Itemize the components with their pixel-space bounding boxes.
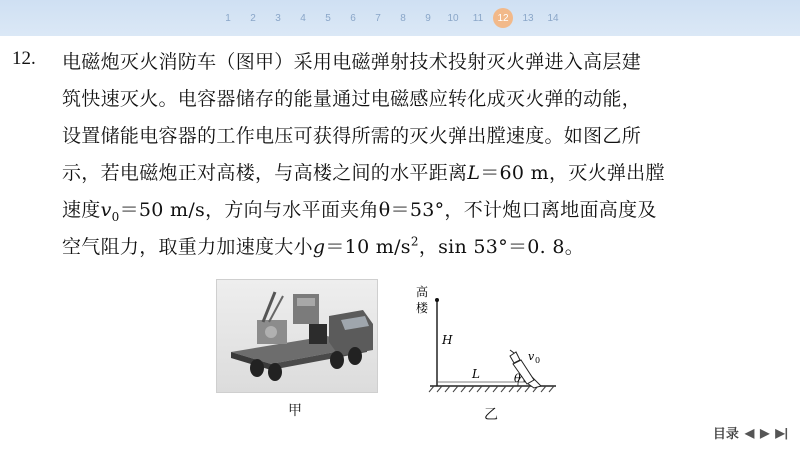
question-line: 设置储能电容器的工作电压可获得所需的灭火弹出膛速度。如图乙所	[62, 125, 642, 147]
superscript: 2	[410, 234, 419, 249]
text-segment: ，sin 53°＝0. 8。	[418, 236, 585, 258]
height-label: H	[442, 333, 453, 347]
velocity-label: v	[528, 350, 535, 363]
fire-truck-photo	[216, 279, 378, 393]
question-number: 12.	[12, 48, 36, 69]
angle-label: θ	[514, 372, 521, 385]
question-line	[62, 155, 784, 192]
page-7[interactable]: 7	[375, 12, 381, 24]
page-navigator	[218, 8, 563, 28]
page-13[interactable]: 13	[522, 12, 534, 24]
variable-v: v	[100, 199, 112, 221]
page-14[interactable]: 14	[547, 12, 559, 24]
top-bar	[0, 0, 800, 36]
text-segment: ＝60 m，灭火弹出膛	[480, 162, 665, 184]
page-12-current[interactable]: 12	[493, 8, 513, 28]
page-8[interactable]: 8	[400, 12, 406, 24]
last-arrow-icon[interactable]: ▶|	[775, 425, 788, 440]
page-11[interactable]: 11	[472, 12, 484, 24]
prev-arrow-icon[interactable]: ◀	[744, 425, 755, 440]
figure-a-caption: 甲	[288, 403, 302, 419]
page-1[interactable]: 1	[225, 12, 231, 24]
page-9[interactable]: 9	[425, 12, 431, 24]
building-label-1: 高	[416, 285, 429, 299]
question-text	[62, 44, 784, 266]
page-2[interactable]: 2	[250, 12, 256, 24]
toc-button[interactable]: 目录	[712, 426, 739, 441]
target-point	[435, 298, 439, 302]
text-segment: ＝50 m/s，方向与水平面夹角θ＝53°，不计炮口离地面高度及	[119, 199, 657, 221]
velocity-subscript: 0	[535, 356, 541, 365]
building-label-2: 楼	[416, 301, 429, 315]
text-segment: 示，若电磁炮正对高楼，与高楼之间的水平距离	[62, 162, 468, 184]
question-line	[62, 192, 784, 229]
slide-navigation	[713, 423, 788, 442]
question-line: 电磁炮灭火消防车（图甲）采用电磁弹射技术投射灭火弹进入高层建	[62, 51, 642, 73]
question-line	[62, 229, 784, 266]
text-segment: ＝10 m/s	[325, 236, 411, 258]
projectile-diagram	[410, 278, 560, 398]
page-4[interactable]: 4	[300, 12, 306, 24]
text-segment: 速度	[62, 199, 101, 221]
question-line: 筑快速灭火。电容器储存的能量通过电磁感应转化成灭火弹的动能，	[62, 88, 642, 110]
subscript: 0	[111, 209, 120, 224]
page-10[interactable]: 10	[447, 12, 459, 24]
next-arrow-icon[interactable]: ▶	[760, 425, 770, 440]
distance-label: L	[472, 367, 480, 381]
page-3[interactable]: 3	[275, 12, 281, 24]
page-5[interactable]: 5	[325, 12, 331, 24]
variable-L: L	[467, 162, 481, 184]
text-segment: 空气阻力，取重力加速度大小	[62, 236, 313, 258]
figure-b-caption: 乙	[484, 407, 498, 423]
variable-g: g	[312, 236, 326, 258]
page-6[interactable]: 6	[350, 12, 356, 24]
